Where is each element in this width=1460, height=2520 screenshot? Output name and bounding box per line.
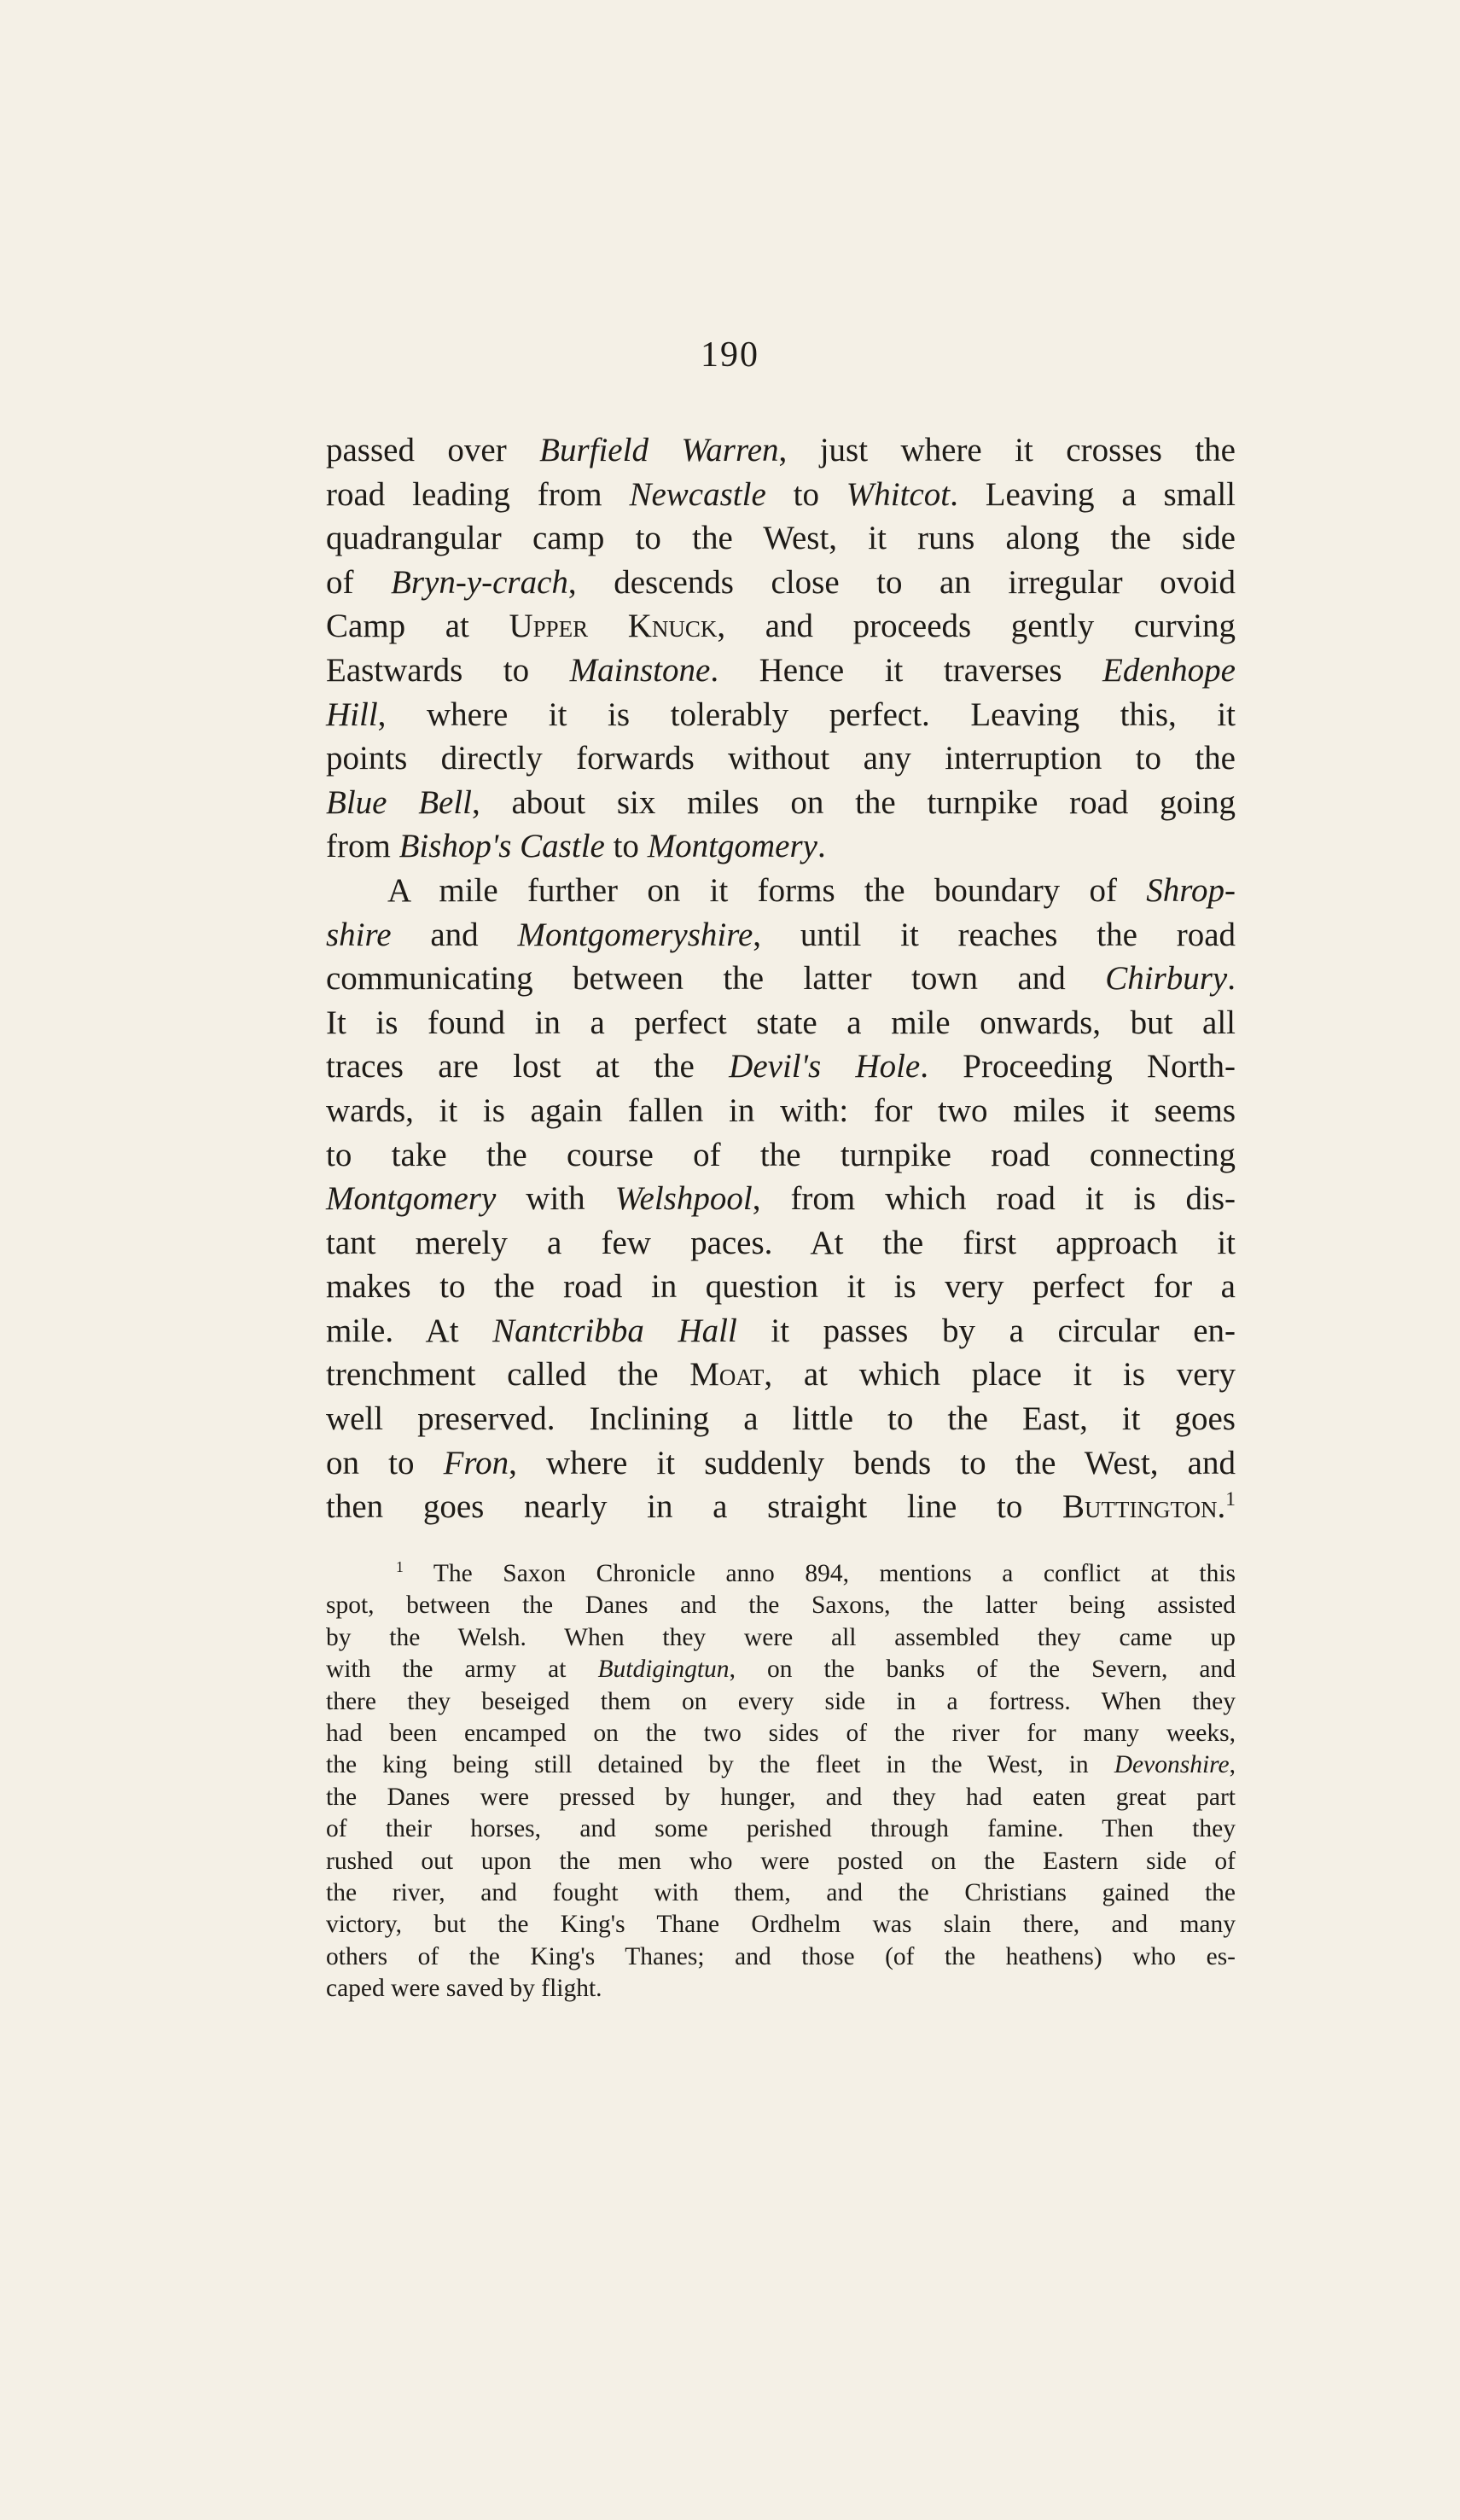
footnote-line: victory, but the King's Thane Ordhelm was slain there, and many	[326, 1911, 1236, 1939]
text-line: Blue Bell, about six miles on the turnpike road going	[326, 783, 1236, 821]
text-line: from Bishop's Castle to Montgomery.	[326, 828, 826, 865]
footnote-line: there they beseiged them on every side in a fortress. When they	[326, 1687, 1236, 1715]
text-line: points directly forwards without any interruption to the	[326, 740, 1236, 777]
footnote-line: rushed out upon the men who were posted on the Eastern side of	[326, 1847, 1236, 1875]
text-line: mile. At Nantcribba Hall it passes by a circular en-	[326, 1312, 1236, 1349]
footnote	[326, 1558, 1236, 2005]
text-line: passed over Burfield Warren, just where it crosses the	[326, 432, 1236, 468]
text-line: trenchment called the Moat, at which place it is very	[326, 1356, 1236, 1394]
text-line: tant merely a few paces. At the first approach it	[326, 1224, 1236, 1261]
text-line: on to Fron, where it suddenly bends to the West, and	[326, 1444, 1236, 1481]
footnote-line: by the Welsh. When they were all assembled they came up	[326, 1623, 1236, 1651]
text-line: of Bryn-y-crach, descends close to an irregular ovoid	[326, 563, 1236, 601]
text-line: to take the course of the turnpike road connecting	[326, 1136, 1236, 1173]
text-line: traces are lost at the Devil's Hole. Proceeding North-	[326, 1048, 1236, 1085]
text-line: wards, it is again fallen in with: for two miles it seems	[326, 1091, 1236, 1129]
text-line: Montgomery with Welshpool, from which road it is dis-	[326, 1180, 1236, 1218]
footnote-line: had been encamped on the two sides of the river for many weeks,	[326, 1720, 1236, 1748]
text-line: road leading from Newcastle to Whitcot. Leaving a small	[326, 475, 1236, 513]
footnote-marker: 1	[396, 1558, 404, 1576]
footnote-line: with the army at Butdigingtun, on the banks of the Severn, and	[326, 1656, 1236, 1684]
footnote-line: the Danes were pressed by hunger, and they had eaten great part	[326, 1783, 1236, 1811]
text-line: Hill, where it is tolerably perfect. Leaving this, it	[326, 695, 1236, 733]
footnote-line: of their horses, and some perished through famine. Then they	[326, 1815, 1236, 1843]
text-line: quadrangular camp to the West, it runs along the side	[326, 520, 1236, 557]
text-line: A mile further on it forms the boundary of Shrop-	[387, 871, 1236, 909]
text-line: Camp at Upper Knuck, and proceeds gently curving	[326, 608, 1236, 645]
footnote-line: the king being still detained by the fleet in the West, in Devonshire,	[326, 1751, 1236, 1779]
footnote-line-first	[326, 1558, 1236, 1590]
text-line: It is found in a perfect state a mile onwards, but all	[326, 1004, 1236, 1041]
footnote-line: others of the King's Thanes; and those (of the heathens) who es-	[326, 1942, 1236, 1970]
text-line: well preserved. Inclining a little to the East, it goes	[326, 1400, 1236, 1438]
text-line: makes to the road in question it is very perfect for a	[326, 1268, 1236, 1306]
main-text	[326, 428, 1236, 1529]
footnote-text: The Saxon Chronicle anno 894, mentions a conflict at this	[433, 1560, 1236, 1587]
text-line: communicating between the latter town and Chirbury.	[326, 960, 1236, 998]
footnote-line: caped were saved by flight.	[326, 1975, 602, 2003]
footnote-reference: 1	[1225, 1488, 1236, 1511]
text-line: shire and Montgomeryshire, until it reaches the road	[326, 916, 1236, 953]
footnote-line: the river, and fought with them, and the Christians gained the	[326, 1879, 1236, 1907]
text-line-last	[326, 1485, 1236, 1529]
text-line: Eastwards to Mainstone. Hence it traverses Edenhope	[326, 651, 1236, 689]
footnote-line: spot, between the Danes and the Saxons, the latter being assisted	[326, 1592, 1236, 1620]
page-number: 190	[701, 335, 759, 375]
text-line-content: then goes nearly in a straight line to Buttington.	[326, 1488, 1226, 1526]
